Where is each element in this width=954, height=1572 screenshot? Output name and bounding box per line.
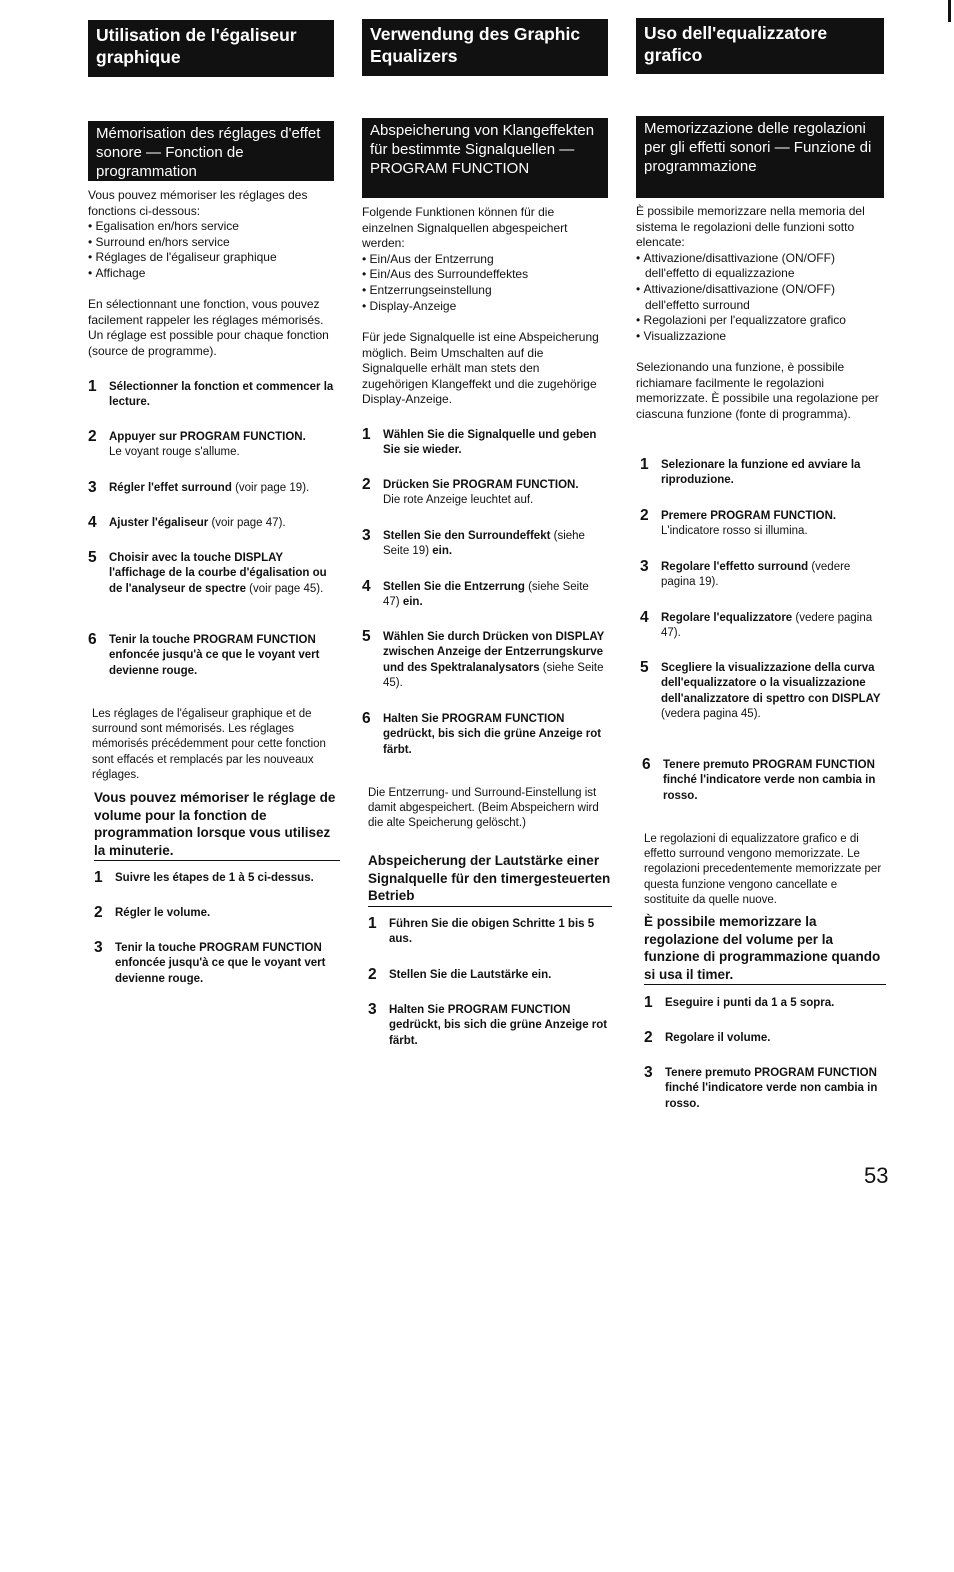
step-detail: (voir page 47). [208,517,286,529]
result-note [92,695,334,795]
intro-block [362,205,608,314]
intro-text: È possibile memorizzare nella memoria del sistema le regolazioni delle funzioni sotto elencate: [636,204,865,250]
step-instruction: Stellen Sie die Lautstärke ein. [389,969,552,981]
step-number: 3 [362,527,371,544]
feature-item: • Ein/Aus des Surroundeffektes [362,267,608,283]
step-instruction: Selezionare la funzione ed avviare la riproduzione. [661,459,861,487]
step-instruction: Halten Sie PROGRAM FUNCTION gedrückt, bis sich die grüne Anzeige rot färbt. [389,1004,608,1047]
step-instruction: Premere PROGRAM FUNCTION. [661,510,837,522]
intro-block [636,204,884,344]
step-2 [88,430,334,461]
step-instruction: Regolare l'equalizzatore [661,612,793,624]
step-4 [640,611,884,642]
step-4 [362,580,608,611]
corner-mark [948,0,951,22]
step-instruction: Tenir la touche PROGRAM FUNCTION enfoncée jusqu'à ce que le voyant vert devienne rouge. [115,942,326,985]
step-number: 1 [640,456,649,473]
step-6 [362,712,608,758]
step-instruction: Ajuster l'égaliseur [109,517,209,529]
step-1 [640,458,884,489]
step-detail: (vedere pagina 19). [661,561,851,589]
step-number: 6 [88,631,97,648]
step-instruction: Wählen Sie durch Drücken von DISPLAY zwischen Anzeige der Entzerrungskurve und des Spektralanalysators [383,631,605,674]
step-detail: (siehe Seite 45). [383,661,604,690]
intro-text: Folgende Funktionen können für die einzelnen Signalquellen abgespeichert werden: [362,205,568,251]
step-instruction: Scegliere la visualizzazione della curva dell'equalizzatore o la visualizzazione dell'analizzatore di spettro con DISPLAY [661,662,881,705]
timer-step-3 [368,1003,608,1049]
feature-item: • Display-Anzeige [362,299,608,315]
intro-block [88,188,334,282]
step-instruction: Régler le volume. [115,907,211,919]
feature-item: • Attivazione/disattivazione (ON/OFF) dell'effetto surround [636,282,884,313]
feature-list [362,252,608,314]
step-detail: Die rote Anzeige leuchtet auf. [383,494,534,507]
step-number: 2 [362,476,371,493]
step-number: 4 [88,514,97,531]
step-4 [88,516,334,531]
step-number: 3 [368,1001,377,1018]
step-number: 6 [642,756,651,773]
step-instruction: Wählen Sie die Signalquelle und geben Sie sie wieder. [383,429,597,457]
step-2 [640,509,884,540]
step-1 [362,428,608,459]
timer-step-3 [644,1066,884,1112]
step-number: 4 [640,609,649,626]
step-number: 2 [368,966,377,983]
step-2 [362,478,608,509]
feature-item: • Entzerrungseinstellung [362,283,608,299]
feature-list [88,219,334,281]
step-instruction: Sélectionner la fonction et commencer la lecture. [109,381,334,409]
step-detail: (siehe Seite 19) [383,530,585,558]
step-instruction: Appuyer sur PROGRAM FUNCTION. [109,431,306,443]
step-number: 3 [640,558,649,575]
timer-subheading: È possibile memorizzare la regolazione del volume per la funzione di programmazione quando si usa il timer. [644,913,886,985]
feature-item: • Regolazioni per l'equalizzatore grafico [636,313,884,329]
step-instruction-end: ein. [432,545,453,558]
step-5 [88,551,334,597]
feature-item: • Réglages de l'égaliseur graphique [88,250,334,266]
column-title: Verwendung des Graphic Equalizers [362,19,608,76]
timer-step-2 [644,1031,884,1046]
step-number: 1 [88,378,97,395]
step-instruction: Regolare l'effetto surround [661,561,809,573]
step-number: 3 [644,1064,653,1081]
step-number: 1 [368,915,377,932]
step-3 [362,529,608,560]
step-instruction: Regolare il volume. [665,1032,771,1044]
column-title: Uso dell'equalizzatore grafico [636,18,884,74]
step-6 [642,758,884,804]
description-text: Selezionando una funzione, è possibile richiamare facilmente le regolazioni memorizzate. È possibile una regolazione per ciascuna funzione (fonte di programma). [636,360,879,421]
step-instruction-end: ein. [402,596,423,609]
timer-step-1 [94,871,334,886]
timer-step-3 [94,941,334,987]
description-text: Für jede Signalquelle ist eine Abspeicherung möglich. Beim Umschalten auf die Signalquelle erhält man stets den zugehörigen Klangeffekt und die zugehörige Display-Anzeige. [362,330,599,407]
step-instruction: Tenir la touche PROGRAM FUNCTION enfoncée jusqu'à ce que le voyant vert devienne rouge. [109,634,320,677]
step-instruction: Führen Sie die obigen Schritte 1 bis 5 aus. [389,918,595,946]
timer-step-1 [644,996,884,1011]
step-instruction: Régler l'effet surround [109,482,232,494]
step-number: 5 [362,628,371,645]
page-number: 53 [864,1163,889,1188]
result-note-text: Die Entzerrung- und Surround-Einstellung ist damit abgespeichert. (Beim Abspeichern wird die alte Speicherung gelöscht.) [368,786,599,830]
description-block [88,297,334,359]
step-instruction: Eseguire i punti da 1 a 5 sopra. [665,997,835,1009]
result-note [644,820,884,920]
step-number: 5 [640,659,649,676]
step-detail: (voir page 19). [231,482,310,494]
timer-subheading: Abspeicherung der Lautstärke einer Signalquelle für den timergesteuerten Betrieb [368,852,612,907]
step-instruction: Tenere premuto PROGRAM FUNCTION finché l'indicatore verde non cambia in rosso. [663,759,876,802]
step-detail: (siehe Seite 47) [383,581,589,609]
section-heading: Abspeicherung von Klangeffekten für bestimmte Signalquellen — PROGRAM FUNCTION [362,118,608,198]
step-number: 2 [88,428,97,445]
step-instruction: Drücken Sie PROGRAM FUNCTION. [383,479,579,491]
step-instruction: Choisir avec la touche DISPLAY l'affichage de la courbe d'égalisation ou de l'analyseur de spectre [109,552,327,595]
step-detail: Le voyant rouge s'allume. [109,446,240,459]
step-number: 2 [640,507,649,524]
timer-step-2 [94,906,334,921]
step-instruction: Stellen Sie die Entzerrung [383,581,525,593]
step-number: 3 [88,479,97,496]
step-detail: (vedera pagina 45). [661,708,761,721]
intro-text: Vous pouvez mémoriser les réglages des fonctions ci-dessous: [88,188,308,218]
step-number: 3 [94,939,103,956]
step-number: 6 [362,710,371,727]
step-number: 5 [88,549,97,566]
step-number: 4 [362,578,371,595]
description-text: En sélectionnant une fonction, vous pouvez facilement rappeler les réglages mémorisés. Un réglage est possible pour chaque fonction (source de programme). [88,297,329,358]
result-note-text: Les réglages de l'égaliseur graphique et de surround sont mémorisés. Les réglages mémorisés précédemment pour cette fonction sont effacés et remplacés par les nouveaux réglages. [92,707,326,782]
step-5 [640,661,884,723]
feature-item: • Attivazione/disattivazione (ON/OFF) dell'effetto di equalizzazione [636,251,884,282]
step-number: 1 [644,994,653,1011]
step-number: 1 [362,426,371,443]
timer-subheading: Vous pouvez mémoriser le réglage de volume pour la fonction de programmation lorsque vous utilisez la minuterie. [94,789,340,861]
feature-item: • Ein/Aus der Entzerrung [362,252,608,268]
step-instruction: Tenere premuto PROGRAM FUNCTION finché l'indicatore verde non cambia in rosso. [665,1067,878,1110]
step-6 [88,633,334,679]
step-instruction: Halten Sie PROGRAM FUNCTION gedrückt, bis sich die grüne Anzeige rot färbt. [383,713,602,756]
step-number: 2 [94,904,103,921]
step-number: 1 [94,869,103,886]
feature-item: • Visualizzazione [636,329,884,345]
section-heading: Memorizzazione delle regolazioni per gli effetti sonori — Funzione di programmazione [636,116,884,198]
step-instruction: Stellen Sie den Surroundeffekt [383,530,551,542]
step-instruction: Suivre les étapes de 1 à 5 ci-dessus. [115,872,314,884]
result-note-text: Le regolazioni di equalizzatore grafico e di effetto surround vengono memorizzate. Le regolazioni precedentemente memorizzate per questa funzione vengono cancellate e sostituite da quelle nuove. [644,832,882,907]
timer-step-2 [368,968,608,983]
feature-list [636,251,884,345]
step-number: 2 [644,1029,653,1046]
step-3 [88,481,334,496]
timer-step-1 [368,917,608,948]
description-block [636,360,884,422]
step-5 [362,630,608,692]
feature-item: • Egalisation en/hors service [88,219,334,235]
feature-item: • Affichage [88,266,334,282]
step-detail: (vedere pagina 47). [661,612,873,640]
description-block [362,330,608,408]
feature-item: • Surround en/hors service [88,235,334,251]
step-detail: (voir page 45). [245,582,324,595]
column-title: Utilisation de l'égaliseur graphique [88,20,334,77]
step-3 [640,560,884,591]
section-heading: Mémorisation des réglages d'effet sonore — Fonction de programmation [88,121,334,181]
result-note [368,774,608,843]
step-detail: L'indicatore rosso si illumina. [661,525,808,538]
step-1 [88,380,334,411]
